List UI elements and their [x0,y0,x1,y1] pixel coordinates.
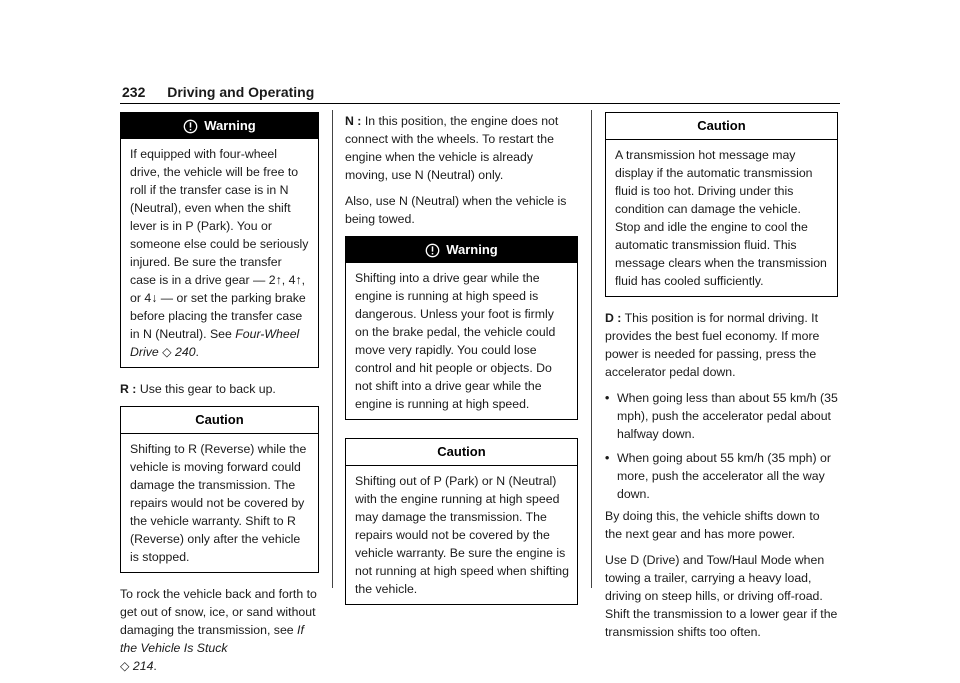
header-rule [120,103,840,104]
caution-text: A transmission hot message may display if the automatic transmission fluid is too hot. Driving under this condition can damage the vehicle. Stop and idle the engine to cool the automatic transmission fluid. This message clears when the transmission fluid has cooled sufficiently. [615,148,827,288]
cross-reference-link[interactable]: If the Vehicle Is Stuck [120,623,304,655]
towing-paragraph: Also, use N (Neutral) when the vehicle is being towed. [345,194,567,226]
page-reference-icon: ◇ [162,345,172,359]
bullet-icon: • [605,451,610,465]
caution-text: Shifting out of P (Park) or N (Neutral) with the engine running at high speed may damage the transmission. The repairs would not be covered by the vehicle warranty. Be sure the engine is not running at high speed when shifting the vehicle. [355,474,569,596]
warning-header [121,113,318,139]
list-item: • When going about 55 km/h (35 mph) or more, push the accelerator all the way down. [605,451,831,501]
caution-header [346,439,577,466]
caution-box [345,438,578,605]
tow-haul-paragraph: Use D (Drive) and Tow/Haul Mode when towing a trailer, carrying a heavy load, driving on steep hills, or driving off-road. Shift the transmission to a lower gear if the transmission shifts too often. [605,553,838,639]
bullet-note: By doing this, the vehicle shifts down to the next gear and has more power. [605,509,820,541]
page-reference[interactable]: 240 [175,345,196,359]
section-title: Driving and Operating [167,84,315,100]
rock-vehicle-paragraph: To rock the vehicle back and forth to get out of snow, ice, or sand without damaging the transmission, see If the Vehicle Is Stuck ◇ 214. [120,587,317,673]
warning-icon [425,243,440,258]
list-item: • When going less than about 55 km/h (35 mph), push the accelerator pedal about halfway down. [605,391,838,441]
caution-title: Caution [195,412,244,427]
column-1 [120,112,319,683]
caution-text: Shifting to R (Reverse) while the vehicle is moving forward could damage the transmission. The repairs would not be covered by the vehicle warranty. Shift to R (Reverse) only after the vehicle is stopped. [130,442,307,564]
column-2 [345,112,578,617]
bullet-icon: • [605,391,610,405]
page-reference[interactable]: 214 [132,659,154,673]
warning-header [346,237,577,263]
column-divider [591,110,592,588]
caution-header [606,113,837,140]
column-3 [605,112,838,649]
cross-reference-link[interactable]: Four-Wheel Drive [130,327,300,359]
arrow-up-icon: ↑ [275,273,282,287]
caution-box [605,112,838,297]
warning-text: Shifting into a drive gear while the engine is running at high speed is dangerous. Unless your foot is firmly on the brake pedal, the vehicle could move very rapidly. You could lose control and hit people or objects. Do not shift into a drive gear while the engine is running at high speed. [355,271,556,411]
warning-box [120,112,319,368]
caution-box [120,406,319,573]
warning-title: Warning [204,118,256,133]
arrow-up-icon: ↑ [295,273,302,287]
gear-n-paragraph: N : In this position, the engine does not connect with the wheels. To restart the engine when the vehicle is already moving, use N (Neutral) only. [345,114,559,182]
arrow-down-icon: ↓ [151,291,158,305]
column-divider [332,110,333,588]
page-number: 232 [122,84,146,100]
caution-header [121,407,318,434]
warning-box [345,236,578,420]
warning-title: Warning [446,242,498,257]
gear-r-paragraph: R : Use this gear to back up. [120,382,276,396]
warning-icon [183,119,198,134]
caution-title: Caution [697,118,746,133]
gear-d-paragraph: D : This position is for normal driving. It provides the best fuel economy. If more power is needed for passing, press the accelerator pedal down. [605,311,820,379]
page-reference-icon: ◇ [120,659,130,673]
caution-title: Caution [437,444,486,459]
warning-text: If equipped with four-wheel drive, the vehicle will be free to roll if the transfer case is in N (Neutral), even when the shift lever is in P (Park). You or someone else could be seriously injured. Be sure the transfer case is in a drive gear — 2↑, 4↑, or 4↓ — or set the parking brake before placing the transfer case in N (Neutral). See Four-Wheel Drive ◇ 240. [130,147,309,359]
